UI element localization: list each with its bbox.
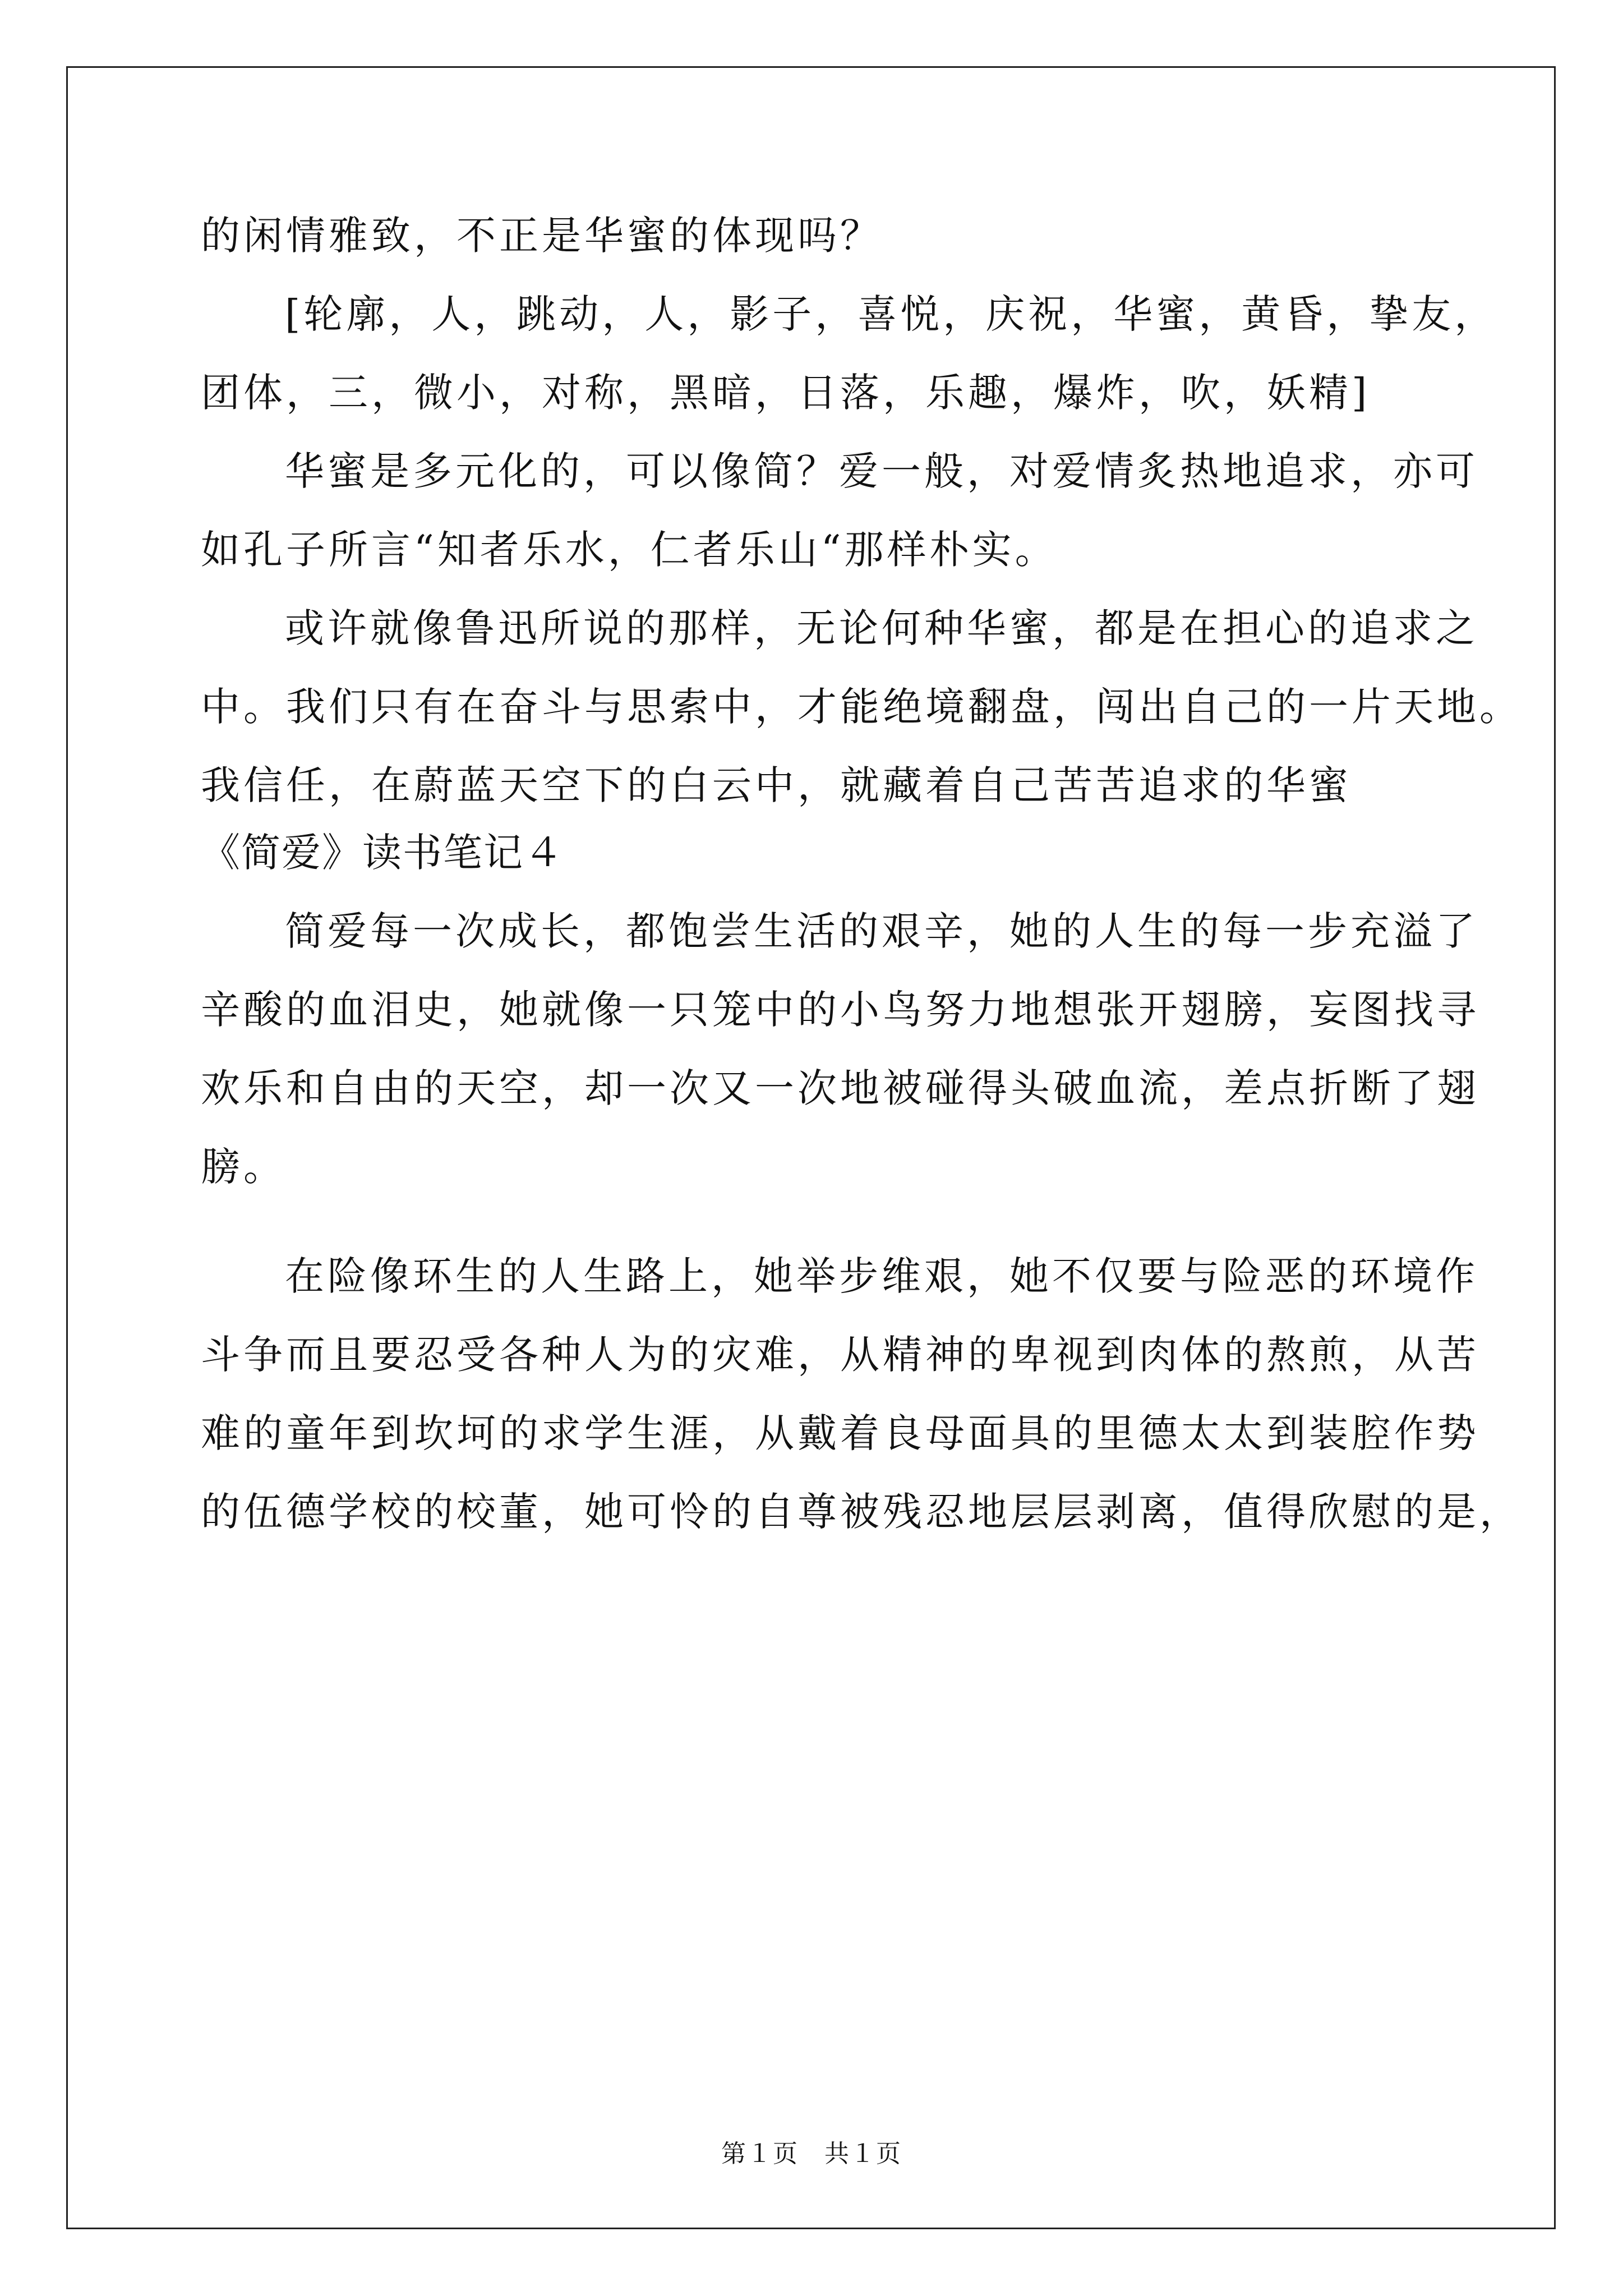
paragraph-line: 或许就像鲁迅所说的那样，无论何种华蜜，都是在担心的追求之 — [285, 605, 1478, 651]
paragraph-line: 难的童年到坎坷的求学生涯，从戴着良母面具的里德太太到装腔作势 — [201, 1410, 1479, 1456]
paragraph-line: 华蜜是多元化的，可以像简？爱一般，对爱情炙热地追求，亦可 — [285, 448, 1478, 494]
paragraph-line: 的伍德学校的校董，她可怜的自尊被残忍地层层剥离，值得欣慰的是， — [201, 1489, 1522, 1535]
paragraph-line: 斗争而且要忍受各种人为的灾难，从精神的卑视到肉体的熬煎，从苦 — [201, 1332, 1479, 1378]
page-footer: 第１页 共１页 — [721, 2139, 902, 2168]
paragraph-line: 膀。 — [201, 1144, 286, 1190]
paragraph-line: 欢乐和自由的天空，却一次又一次地被碰得头破血流，差点折断了翅 — [201, 1065, 1479, 1111]
paragraph-line: 我信任，在蔚蓝天空下的白云中，就藏着自己苦苦追求的华蜜 — [201, 762, 1352, 808]
keyword-list-line: [轮廓，人，跳动，人，影子，喜悦，庆祝，华蜜，黄昏，挚友， — [285, 291, 1497, 337]
text-line: 的闲情雅致，不正是华蜜的体现吗？ — [201, 213, 883, 259]
paragraph-line: 简爱每一次成长，都饱尝生活的艰辛，她的人生的每一步充溢了 — [285, 908, 1478, 954]
paragraph-line: 如孔子所言“知者乐水，仁者乐山“那样朴实。 — [201, 527, 1058, 573]
keyword-list-line: 团体，三，微小，对称，黑暗，日落，乐趣，爆炸，吹，妖精] — [201, 370, 1371, 416]
paragraph-line: 在险像环生的人生路上，她举步维艰，她不仅要与险恶的环境作 — [285, 1253, 1478, 1299]
paragraph-line: 中。我们只有在奋斗与思索中，才能绝境翻盘，闯出自己的一片天地。 — [201, 684, 1522, 730]
paragraph-line: 辛酸的血泪史，她就像一只笼中的小鸟努力地想张开翅膀，妄图找寻 — [201, 987, 1479, 1033]
section-heading: 《简爱》读书笔记４ — [201, 830, 564, 876]
